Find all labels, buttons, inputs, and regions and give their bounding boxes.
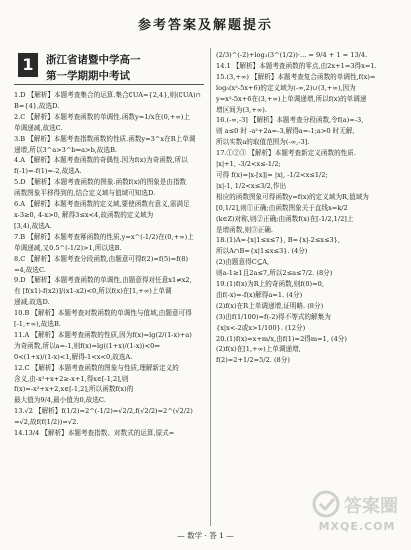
answer-line: (2)由题意得C⊆A, [216,258,270,267]
answer-line: 1.D 【解析】本题考查集合的运算.集合∁UA={2,4},则(∁UA)∩ [14,91,202,99]
answer-line: 5.D 【解析】本题考查函数的图象.函数f(x)的图象是由指数 [14,178,187,187]
answer-line: {x|x<-2或x>1/100}. (12分) [216,323,306,332]
exam-heading-line2: 第一学期期中考试 [46,70,130,82]
watermark [308,488,406,536]
answer-line: (2/3)^(-2)+log₃(3^(1/2))·... = 9/4 + 1 = 13/4. [216,51,368,59]
answer-line: [0,1/2],则①正确;由函数图象关于直线x=k/2 [216,203,348,212]
answer-line: 14.1 【解析】本题考查函数的零点,由2x+1=3得x=1. [216,61,377,70]
answer-line: 7.B 【解析】本题考查幂函数的性质,y=x^(-1/2)在(0,+∞)上 [14,232,194,241]
answer-line: |x|-1, 1/2<x≤3/2,作出 [216,181,287,190]
answer-line: 递增,所以3^a>3^b⇔a>b,故选B. [14,145,118,154]
answer-line: f(2)=2+1/2=5/2. (8分) [216,356,290,365]
answer-line: 19.(1)f(x)为R上的奇函数,则f(0)=0, [216,280,324,289]
exam-number-badge: 1 [18,53,38,77]
answer-line: (2)f(x)在[1,+∞)上单调递增, [216,345,301,354]
answer-line: =√2,故f(f(1/2))=√2. [14,418,79,427]
answer-line: 单调递减,故选C. [14,123,63,132]
answer-line: 为奇函数,所以a=-1,则f(x)=lg((1+x)/(1-x))<0⇔ [14,341,160,350]
answer-line: log₃(x²-5x+6)的定义域为(-∞,2)∪(3,+∞),因为 [216,83,356,92]
answer-line: 0<(1+x)/(1-x)<1,解得-1<x<0,故选A. [14,352,133,361]
answer-line: [3,4),故选A. [14,221,52,230]
answer-line: x-3≥0, 4-x>0, 解得3≤x<4,故函数的定义域为 [14,210,154,219]
answer-line: 递减,故选D. [14,298,50,307]
answer-line: 10.B 【解析】本题考查对数函数的单调性与值域,由题意可得 [14,309,192,318]
answer-line: 则 a≤0 时 -a²+2a=-3,解得a=-1;a>0 时无解, [216,127,355,136]
answer-line: 17.①②③ 【解析】本题考查新定义函数的性质. [216,149,356,158]
answer-line: 则a-1≥1且2a≤7,所以2≤a≤7/2. (8分) [216,269,333,278]
answer-line: 所以实数a的取值范围为(-∞,-3]. [216,138,310,147]
answer-line: 增区间为(3,+∞). [216,105,267,114]
answer-line: 有 [f(x1)-f(x2)]/(x1-x2)<0,所以f(x)在[1,+∞)上单调 [14,287,172,296]
answer-line: 含义,由-x²+x+2≥-x+1,得x∈[-1,2],则 [14,374,129,383]
answer-line: 是增函数,则③正确. [216,225,273,234]
answer-line: f(x)=-x²+x+2,x∈[-1,2],所以函数f(x)的 [14,385,134,394]
answer-line: 可得 f(x)=|x-[x]|= |x|, -1/2<x≤1/2; [216,170,328,179]
left-column [14,90,208,439]
answer-line: 16.(-∞,-3] 【解析】本题考查分段函数,令f(a)=-3, [216,116,364,125]
answer-line: B={4},故选D. [14,101,60,110]
answer-line: 12.C 【解析】本题考查函数的图象与性质,理解新定义的 [14,363,179,372]
exam-heading-line1: 浙江省诸暨中学高一 [46,54,141,66]
answer-line: 14.13/4 【解析】本题考查指数、对数式的运算,原式= [14,429,175,438]
answer-line: 18.(1)A={x|1≤x≤7}, B={x|-2≤x≤3}, [216,236,340,245]
right-column [216,50,400,366]
answer-line: 2.C 【解析】本题考查函数的单调性.函数y=1/x在(0,+∞)上 [14,112,191,121]
answer-line: |x|+1, -3/2<x≤-1/2; [216,160,281,169]
answer-line: 6.A 【解析】本题考查函数的定义域,要使函数有意义,需满足 [14,200,190,209]
answer-line: 8.C 【解析】本题考查分段函数,由题意可得f(2)=f(5)=f(8) [14,254,189,263]
watermark-url: MXQE.COM [318,520,396,533]
watermark-logo-text: 答案圈 [344,496,398,517]
answer-line: 20.(1)f(x)=x+m/x,由f(1)=2得m=1, (4分) [216,334,347,343]
answer-line: [-1,+∞),故选B. [14,320,61,329]
answer-line: 3.B 【解析】本题考查指数函数的性质.函数y=3^x在R上单调 [14,134,196,143]
answer-line: 9.D 【解析】本题考查函数的单调性,由题意得对任意x1≠x2, [14,276,192,285]
answer-line: 相应的函数图象可得函数y=f(x)的定义域为R,值域为 [216,192,369,201]
answer-line: 13.√2 【解析】f(1/2)=2^(-1/2)=√2/2,f(√2/2)=2^(√2/2) [14,407,193,416]
answer-line: 由f(-x)=-f(x)解得a=1. (4分) [216,290,303,299]
answer-line: f(-1)=-f(1)=-2,故选A. [14,167,82,176]
answer-line: (3)由f(1/100)=f(-2)得不等式的解集为 [216,312,331,321]
answer-line: 11.A 【解析】本题考查函数的性质,因为f(x)=lg(2/(1-x)+a) [14,330,192,339]
answer-line: (k∈Z)对称,则②正确;由函数f(x)在[-1/2,1/2]上 [216,214,354,223]
page-title: 参考答案及解题提示 [137,18,273,33]
answer-line: y=x²-5x+6在(3,+∞)上单调递增,所以f(x)的单调递 [216,94,367,103]
answer-line: 所以A∩B={x|1≤x≤3}. (4分) [216,247,308,256]
answer-line: 15.(3,+∞) 【解析】本题考查复合函数的单调性,f(x)= [216,72,376,81]
answer-line: 函数图象平移得到的,结合定义域与值域可知选D. [14,189,156,198]
answer-line: 4.A 【解析】本题考查函数的奇偶性.因为f(x)为奇函数,所以 [14,156,188,165]
heading-divider [14,84,204,85]
exam-heading [46,52,206,84]
answer-line: 单调递减,又0.5^(-1/2)>1,所以选B. [14,243,122,252]
answer-line: 最大值为9/4,最小值为0,故选C. [14,396,106,405]
answer-line: =4,故选C. [14,265,46,274]
column-divider [210,48,211,526]
answer-line: (2)f(x)在R上单调递增,证明略. (8分) [216,301,324,310]
page-footer: — 数学 · 答 1 — [177,531,234,540]
